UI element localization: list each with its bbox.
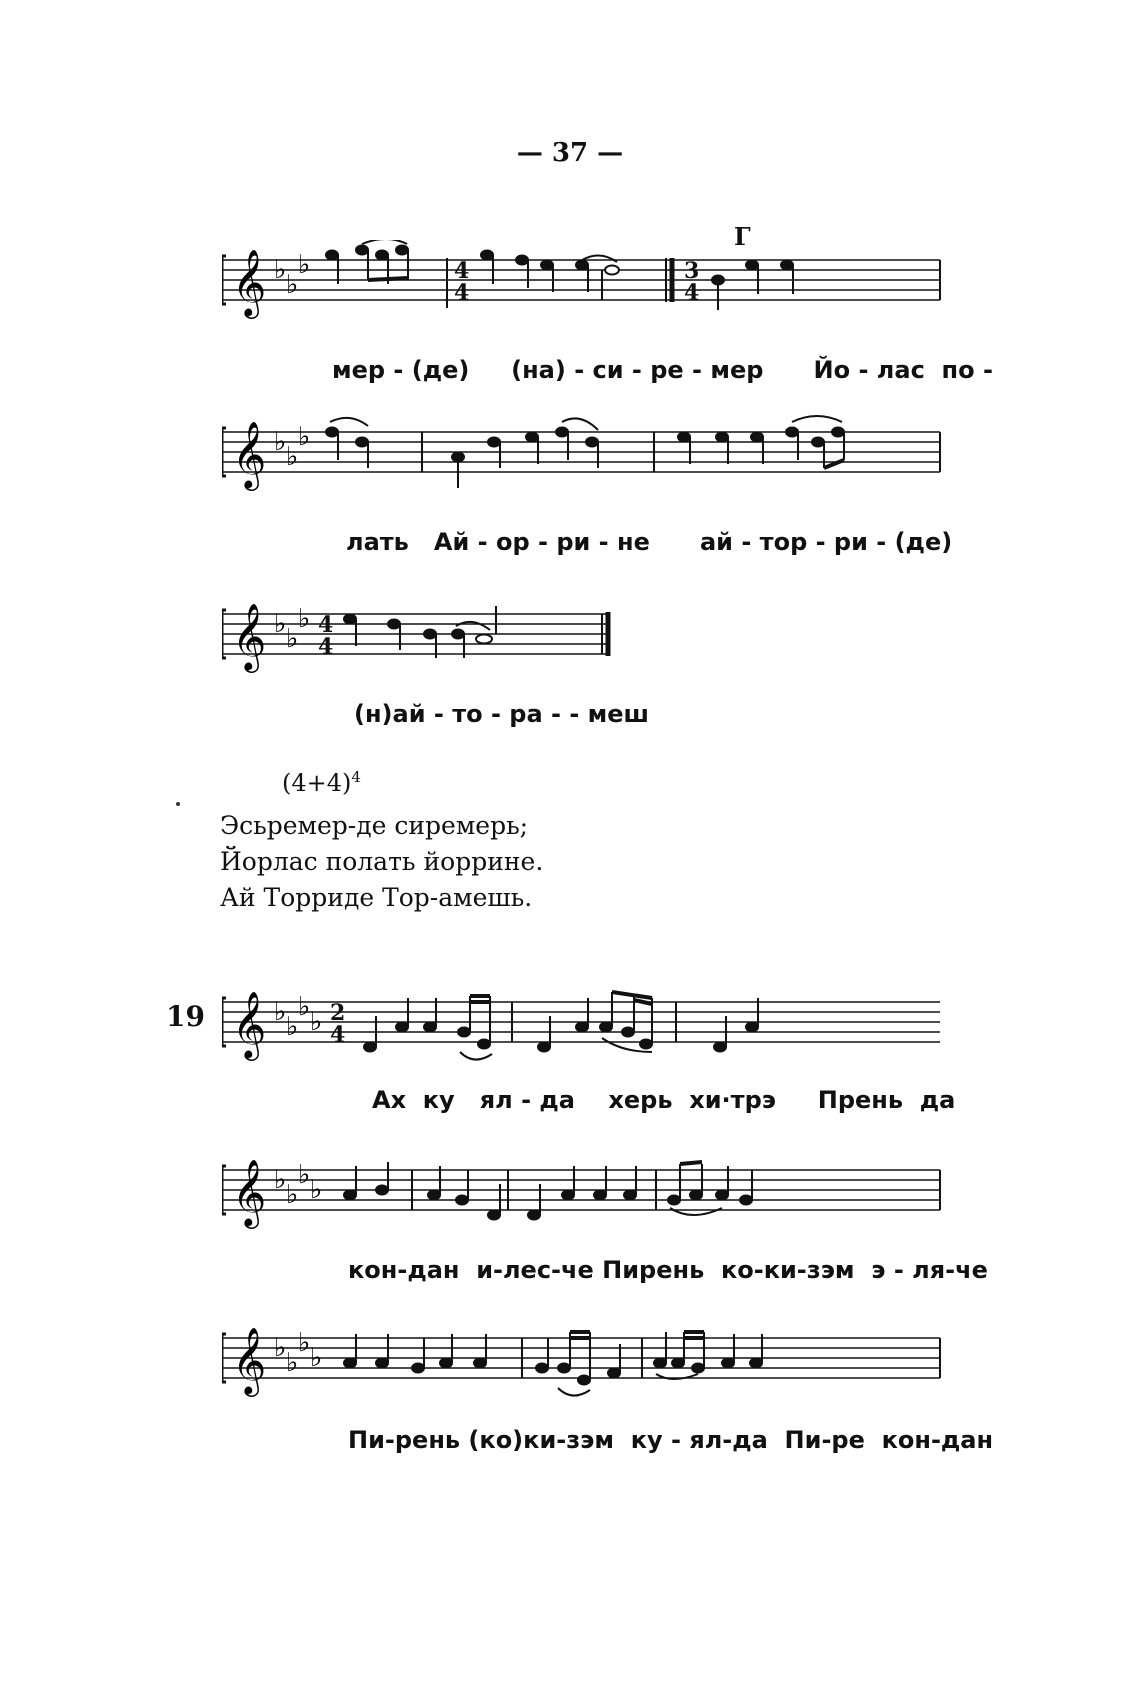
svg-text:♭: ♭ [286,1180,299,1210]
svg-text:𝄞: 𝄞 [232,1158,267,1226]
music-staff [222,240,942,330]
svg-text:𝄞: 𝄞 [232,420,267,488]
svg-text:𝄞: 𝄞 [232,990,267,1058]
svg-text:♭: ♭ [274,997,287,1027]
print-speck [176,802,180,806]
lyric-line: (н)ай - то - ра - - меш [354,700,650,728]
song-number: 19 [166,1000,205,1033]
formula-exponent: 4 [351,768,361,786]
stanza-formula [282,768,361,797]
svg-text:♭: ♭ [286,1348,299,1378]
verse-text [220,808,543,916]
verse-line: Йорлас полать йоррине. [220,847,544,876]
svg-text:♭: ♭ [298,604,311,634]
svg-text:♭: ♭ [274,609,287,639]
lyric-line: лать Ай - ор - ри - не ай - тор - ри - (де) [346,528,953,556]
svg-text:♭: ♭ [274,1333,287,1363]
svg-text:♭: ♭ [274,255,287,285]
svg-text:♭: ♭ [286,442,299,472]
svg-text:4: 4 [684,280,700,306]
svg-text:2: 2 [330,1000,346,1026]
svg-text:4: 4 [330,1022,346,1048]
svg-text:♭: ♭ [286,1012,299,1042]
svg-text:𝄞: 𝄞 [232,1326,267,1394]
lyric-line: Ах ку ял - да херь хи·трэ Прень да [372,1086,956,1114]
music-staff [222,1150,942,1250]
svg-text:𝄞: 𝄞 [232,248,267,316]
lyric-line: кон-дан и-лес-че Пирень ко-ки-зэм э - ля-чe [348,1256,988,1284]
svg-text:♭: ♭ [298,1160,311,1190]
music-staff [222,1318,942,1418]
section-mark: Г [734,222,751,251]
svg-text:♭: ♭ [310,1007,323,1037]
svg-text:♭: ♭ [286,624,299,654]
svg-text:♭: ♭ [274,1165,287,1195]
svg-text:4: 4 [454,258,470,284]
verse-line: Эсьремер-де сиремерь; [220,811,529,840]
svg-text:4: 4 [318,634,334,660]
svg-text:♭: ♭ [298,250,311,280]
page-number: — 37 — [516,138,624,168]
svg-text:♭: ♭ [286,270,299,300]
svg-text:3: 3 [684,258,700,284]
music-staff [222,412,942,502]
svg-text:♭: ♭ [310,1343,323,1373]
svg-text:♭: ♭ [310,1175,323,1205]
svg-text:4: 4 [454,280,470,306]
svg-text:♭: ♭ [298,992,311,1022]
music-staff [222,982,942,1082]
svg-text:𝄞: 𝄞 [232,602,267,670]
lyric-line: Пи-рень (ко)ки-зэм ку - ял-да Пи-ре кон-дан [348,1426,994,1454]
verse-line: Ай Торриде Тор-амешь. [220,883,533,912]
music-staff [222,594,622,684]
svg-text:♭: ♭ [274,427,287,457]
svg-text:♭: ♭ [298,1328,311,1358]
lyric-line: мер - (де) (на) - си - ре - мер Йо - лас по - [332,356,993,384]
formula-text: (4+4) [282,769,352,797]
svg-text:4: 4 [318,612,334,638]
svg-text:♭: ♭ [298,422,311,452]
